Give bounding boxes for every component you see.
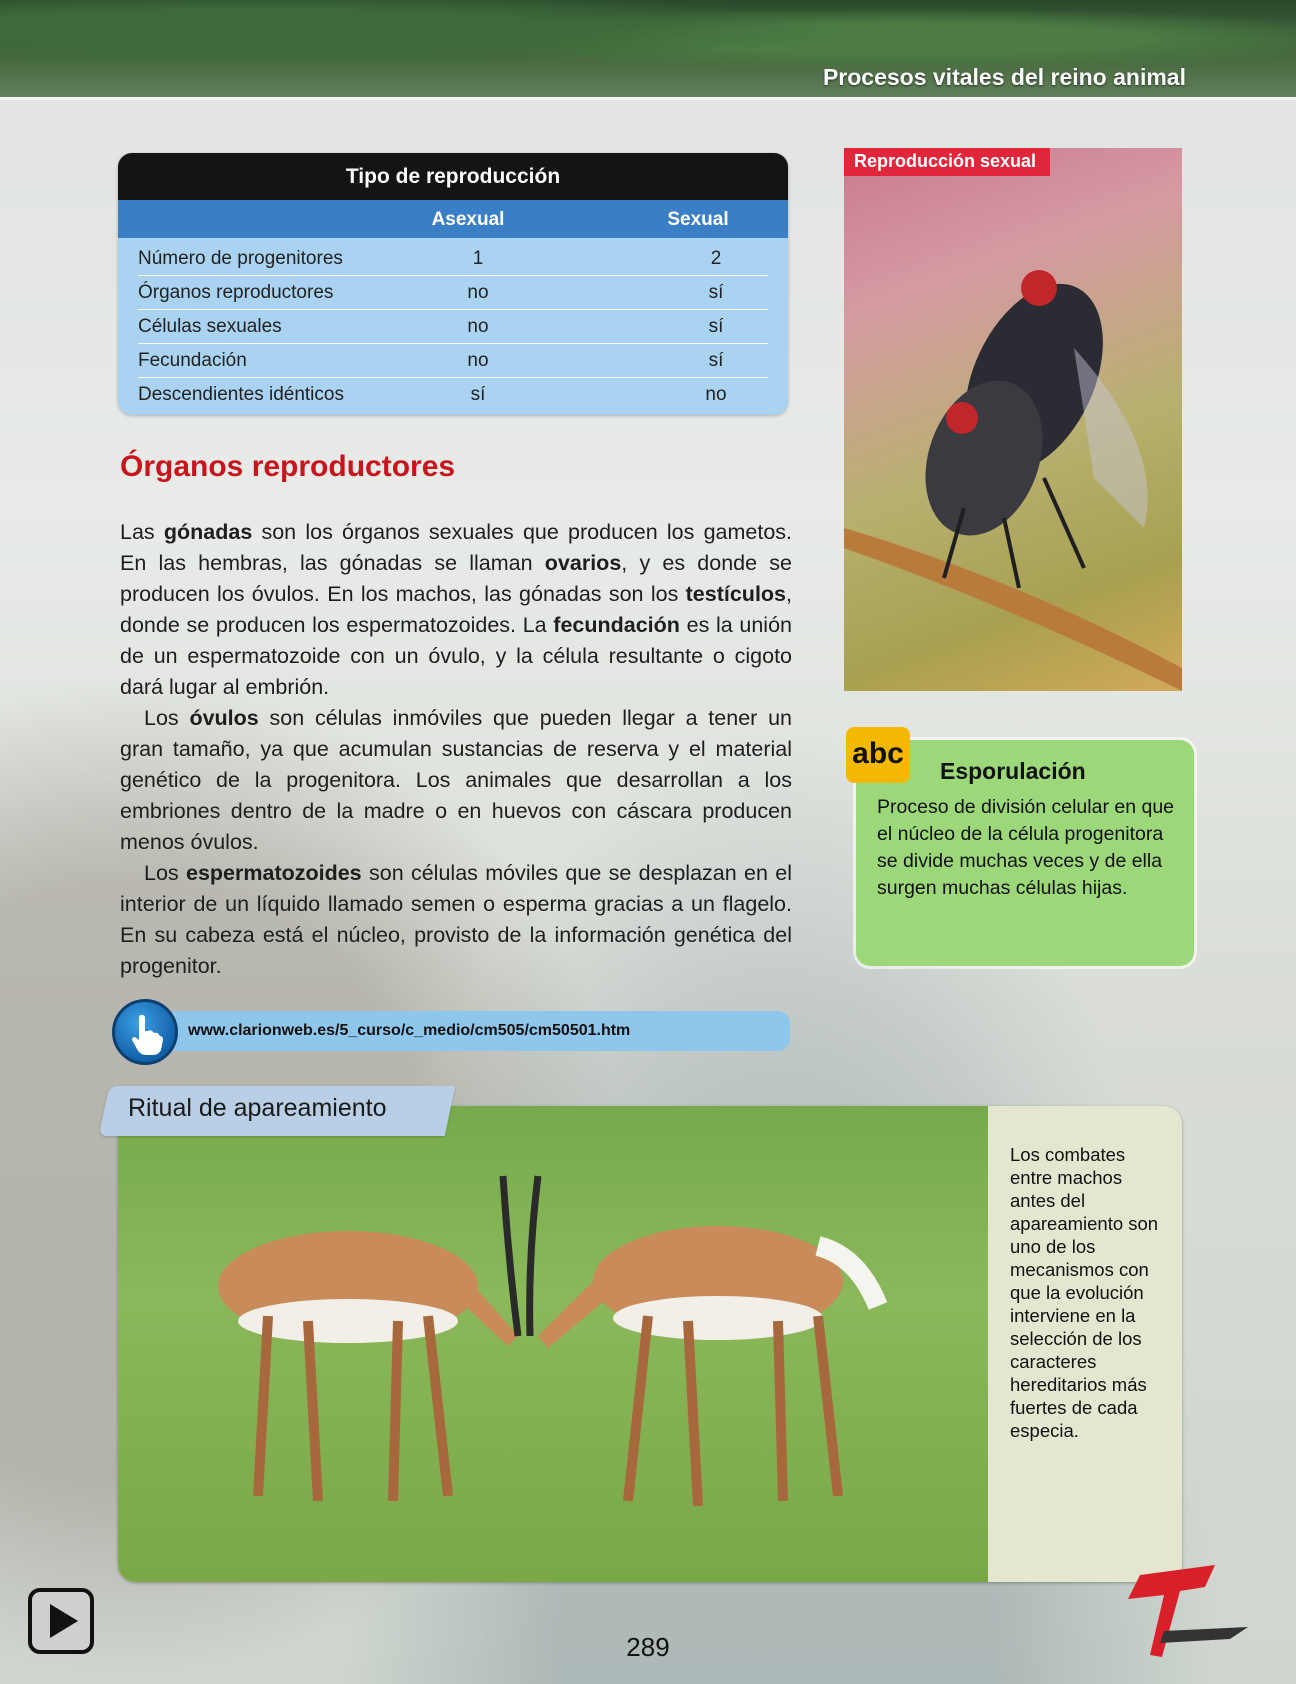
section-heading: Órganos reproductores — [120, 450, 456, 483]
chapter-title: Procesos vitales del reino animal — [822, 64, 1186, 90]
cell-sexual: no — [705, 384, 727, 405]
cell-asexual: no — [467, 316, 489, 337]
body-text — [120, 517, 792, 982]
pointing-hand-icon[interactable] — [112, 999, 178, 1065]
page-number: 289 — [626, 1632, 670, 1662]
row-label: Células sexuales — [138, 316, 282, 337]
publisher-logo-icon — [1120, 1565, 1250, 1665]
paragraph-ovulos: Los óvulos son células inmóviles que pueden llegar a tener un gran tamaño, ya que acumulan sustancias de reserva y el material genético de la progenitora. Los animales que desarrollan a los embriones dentro de la madre o en huevos con cáscara producen menos óvulos. — [120, 706, 793, 854]
table-row — [138, 344, 768, 378]
abc-icon: abc — [846, 727, 910, 783]
table-title: Tipo de reproducción — [118, 153, 788, 200]
row-label: Número de progenitores — [138, 248, 343, 269]
column-header-sexual: Sexual — [667, 209, 729, 230]
ritual-title: Ritual de apareamiento — [128, 1094, 387, 1122]
ritual-caption: Los combates entre machos antes del apareamiento son uno de los mecanismos con que la evolución interviene en la selección de los caracteres hereditarios más fuertes de cada especia. — [1010, 1144, 1159, 1441]
header-banner — [0, 0, 1296, 100]
cell-sexual: sí — [708, 316, 724, 337]
column-header-asexual: Asexual — [431, 209, 505, 230]
cell-asexual: 1 — [472, 248, 484, 269]
cell-sexual: sí — [708, 350, 724, 371]
photo-label: Reproducción sexual — [844, 148, 1050, 176]
web-link[interactable]: www.clarionweb.es/5_curso/c_medio/cm505/cm50501.htm — [188, 1022, 631, 1039]
gazelles-photo — [118, 1106, 988, 1582]
row-label: Órganos reproductores — [138, 282, 334, 303]
cell-asexual: no — [467, 282, 489, 303]
cell-sexual: sí — [708, 282, 724, 303]
cell-asexual: sí — [470, 384, 486, 405]
table-row — [138, 310, 768, 344]
definition-text: Proceso de división celular en que el núcleo de la célula progenitora se divide muchas veces y de ella surgen muchas células hijas. — [877, 796, 1175, 899]
table-header-row — [118, 200, 788, 238]
row-label: Fecundación — [138, 350, 247, 371]
table-row — [138, 242, 768, 276]
row-label: Descendientes idénticos — [138, 384, 344, 405]
table-row — [138, 276, 768, 310]
cell-sexual: 2 — [710, 248, 722, 269]
table-row — [138, 378, 768, 412]
reproduction-table — [118, 153, 788, 415]
web-link-bar[interactable] — [150, 1011, 790, 1051]
paragraph-espermatozoides: Los espermatozoides son células móviles que se desplazan en el interior de un líquido llamado semen o esperma gracias a un flagelo. En su cabeza está el núcleo, provisto de la información genética del progenitor. — [120, 861, 792, 978]
definition-title: Esporulación — [940, 758, 1086, 784]
paragraph-gonadas: Las gónadas son los órganos sexuales que producen los gametos. En las hembras, las gónadas se llaman ovarios, y es donde se producen los óvulos. En los machos, las gónadas son los testículos, donde se producen los espermatozoides. La fecundación es la unión de un espermatozoide con un óvulo, y la célula resultante o cigoto dará lugar al embrión. — [120, 520, 793, 699]
fly-photo — [844, 148, 1182, 691]
cell-asexual: no — [467, 350, 489, 371]
